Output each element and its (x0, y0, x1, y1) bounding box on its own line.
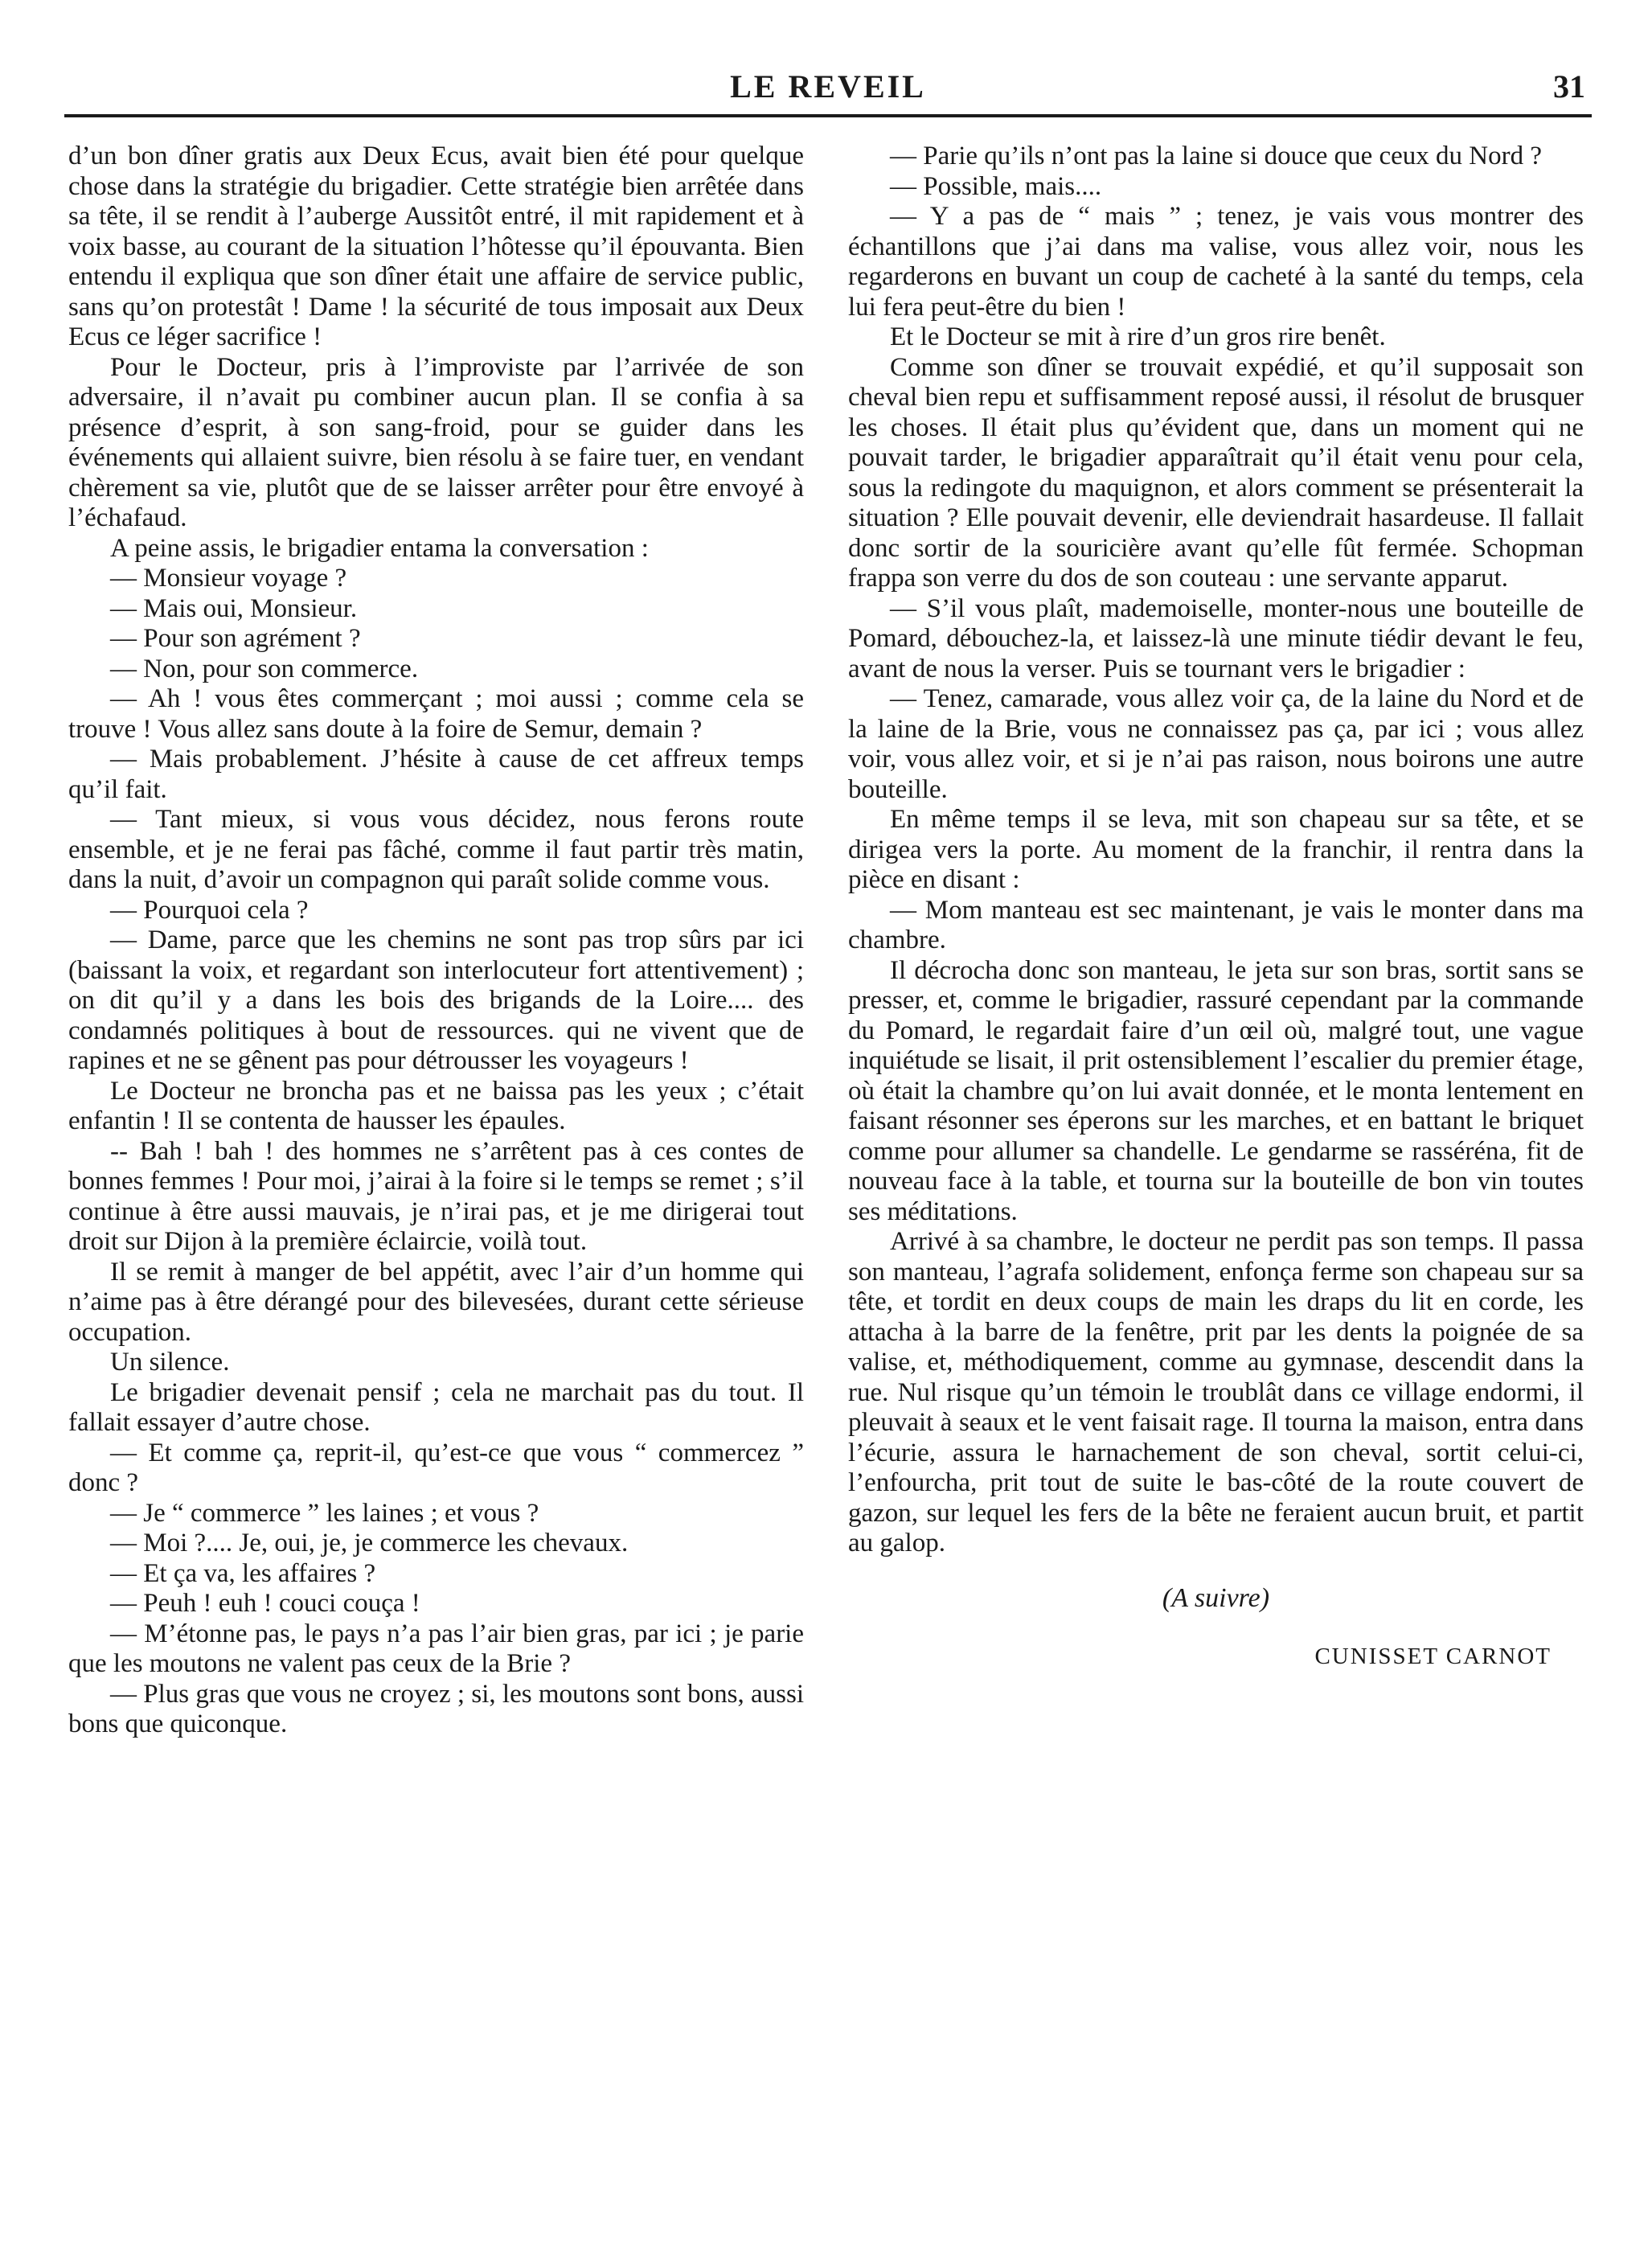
page-header (64, 63, 1592, 122)
dialogue-line: — Tant mieux, si vous vous décidez, nous ferons route ensemble, et je ne ferai pas fâché, comme il faut partir très matin, dans la nuit, d’avoir un compagnon qui paraît solide comme vous. (68, 805, 804, 894)
dialogue-line: — Parie qu’ils n’ont pas la laine si douce que ceux du Nord ? (890, 142, 1543, 170)
dialogue-line: — S’il vous plaît, mademoiselle, monter-nous une bouteille de Pomard, débouchez-la, et laissez-là une minute tiédir devant le feu, avant de nous la verser. Puis se tournant vers le brigadier : (848, 593, 1584, 683)
dialogue-line: — Pour son agrément ? (110, 624, 361, 653)
paragraph: Le Docteur ne broncha pas et ne baissa pas les yeux ; c’était enfantin ! Il se contenta de hausser les épaules. (68, 1076, 804, 1135)
paragraph: Un silence. (110, 1348, 230, 1377)
continuation-note: (A suivre) (1162, 1582, 1270, 1613)
right-column (848, 142, 1584, 1672)
paragraph: d’un bon dîner gratis aux Deux Ecus, avait bien été pour quelque chose dans la stratégie du brigadier. Cette stratégie bien arrêtée dans sa tête, il se rendit à l’auberge Aussitôt entré, il mit rapidement et à voix basse, au courant de la situation l’hôtesse qu’il épouvanta. Bien entendu il expliqua que son dîner était une affaire de service public, sans qu’on protestât ! Dame ! la sécurité de tous imposait aux Deux Ecus ce léger sacrifice ! (68, 142, 804, 351)
page-number: 31 (1553, 68, 1585, 105)
paragraph: Arrivé à sa chambre, le docteur ne perdit pas son temps. Il passa son manteau, l’agrafa solidement, enfonça ferme son chapeau sur sa tête, et tordit en deux coups de main les draps du lit en corde, les attacha à la barre de la fenêtre, prit par les dents la poignée de sa valise, et, méthodiquement, comme au gymnase, descendit dans la rue. Nul risque qu’un témoin le troublât dans ce village endormi, il pleuvait à seaux et le vent faisait rage. Il tourna la maison, entra dans l’écurie, assura le harnachement de son cheval, sortit celui-ci, l’enfourcha, prit tout de suite le bas-côté de la route couvert de gazon, sur lequel les fers de la bête ne feraient aucun bruit, et partit au galop. (848, 1227, 1584, 1557)
dialogue-line: — Moi ?.... Je, oui, je, je commerce les chevaux. (110, 1529, 629, 1557)
dialogue-line: — Peuh ! euh ! couci couça ! (110, 1589, 420, 1618)
dialogue-line: — M’étonne pas, le pays n’a pas l’air bien gras, par ici ; je parie que les moutons ne valent pas ceux de la Brie ? (68, 1619, 804, 1678)
paragraph: Il se remit à manger de bel appétit, avec l’air d’un homme qui n’aime pas à être dérangé pour des bilevesées, durant cette sérieuse occupation. (68, 1257, 804, 1347)
dialogue-line: — Non, pour son commerce. (110, 654, 419, 683)
paragraph: Comme son dîner se trouvait expédié, et qu’il supposait son cheval bien repu et suffisamment reposé aussi, il résolut de brusquer les choses. Il était plus qu’évident que, dans un moment qui ne pouvait tarder, le brigadier apparaîtrait qu’il était venu pour cela, sous la redingote du maquignon, et alors comment se présenterait la situation ? Elle pouvait devenir, elle deviendrait hasardeuse. Il fallait donc sortir de la souricière avant qu’elle fût fermée. Schopman frappa son verre du dos de son couteau : une servante apparut. (848, 352, 1584, 593)
author-signature: CUNISSET CARNOT (1314, 1644, 1552, 1669)
dialogue-line: -- Bah ! bah ! des hommes ne s’arrêtent pas à ces contes de bonnes femmes ! Pour moi, j’airai à la foire si le temps se remet ; s’il continue à être aussi mauvais, je n’irai pas, et je me dirigerai tout droit sur Dijon à la première éclaircie, voilà tout. (68, 1136, 804, 1256)
dialogue-line: — Mom manteau est sec maintenant, je vais le monter dans ma chambre. (848, 895, 1584, 954)
dialogue-line: — Ah ! vous êtes commerçant ; moi aussi ; comme cela se trouve ! Vous allez sans doute à la foire de Semur, demain ? (68, 684, 804, 744)
dialogue-line: — Mais oui, Monsieur. (110, 593, 358, 623)
dialogue-line: — Plus gras que vous ne croyez ; si, les moutons sont bons, aussi bons que quiconque. (68, 1679, 804, 1738)
dialogue-line: — Tenez, camarade, vous allez voir ça, de la laine du Nord et de la laine de la Brie, vous ne connaissez pas ça, par ici ; vous allez voir, vous allez voir, et si je n’ai pas raison, nous boirons une autre bouteille. (848, 684, 1584, 804)
dialogue-line: — Je “ commerce ” les laines ; et vous ? (110, 1498, 539, 1528)
dialogue-line: — Mais probablement. J’hésite à cause de cet affreux temps qu’il fait. (68, 745, 804, 804)
header-rule (64, 114, 1592, 117)
dialogue-line: — Et comme ça, reprit-il, qu’est-ce que vous “ commercez ” donc ? (68, 1438, 804, 1497)
dialogue-line: — Monsieur voyage ? (110, 564, 347, 593)
paragraph: A peine assis, le brigadier entama la conversation : (110, 533, 649, 563)
journal-title: LE REVEIL (730, 68, 926, 105)
paragraph: Et le Docteur se mit à rire d’un gros rire benêt. (890, 322, 1386, 351)
paragraph: En même temps il se leva, mit son chapeau sur sa tête, et se dirigea vers la porte. Au moment de la franchir, il rentra dans la pièce en disant : (848, 805, 1584, 894)
paragraph: Le brigadier devenait pensif ; cela ne marchait pas du tout. Il fallait essayer d’autre chose. (68, 1377, 804, 1437)
dialogue-line: — Y a pas de “ mais ” ; tenez, je vais vous montrer des échantillons que j’ai dans ma valise, vous allez voir, nous les regarderons en buvant un coup de cacheté à la santé du temps, cela lui fera peut-être du bien ! (848, 202, 1584, 322)
paragraph: Pour le Docteur, pris à l’improviste par l’arrivée de son adversaire, il n’avait pu combiner aucun plan. Il se confia à sa présence d’esprit, à son sang-froid, pour se guider dans les événements qui allaient suivre, bien résolu à se faire tuer, en vendant chèrement sa vie, plutôt que de se laisser arrêter pour être envoyé à l’échafaud. (68, 352, 804, 532)
left-column (68, 142, 804, 1740)
dialogue-line: — Pourquoi cela ? (110, 895, 309, 925)
dialogue-line: — Possible, mais.... (890, 171, 1102, 201)
dialogue-line: — Dame, parce que les chemins ne sont pas trop sûrs par ici (baissant la voix, et regardant son interlocuteur fort attentivement) ; on dit qu’il y a dans les bois des brigands de la Loire.... des condamnés politiques à bout de ressources. qui ne vivent que de rapines et ne se gênent pas pour détrousser les voyageurs ! (68, 925, 804, 1075)
dialogue-line: — Et ça va, les affaires ? (110, 1558, 376, 1588)
paragraph: Il décrocha donc son manteau, le jeta sur son bras, sortit sans se presser, et, comme le brigadier, rassuré cependant par la commande du Pomard, le regardait faire d’un œil où, malgré tout, une vague inquiétude se lisait, il prit ostensiblement l’escalier du premier étage, où était la chambre qu’on lui avait donnée, et le monta lentement en faisant résonner ses éperons sur les marches, et en battant le briquet comme pour allumer sa chandelle. Le gendarme se rasséréna, fit de nouveau face à la table, et tourna sur la bouteille de bon vin toutes ses méditations. (848, 955, 1584, 1226)
